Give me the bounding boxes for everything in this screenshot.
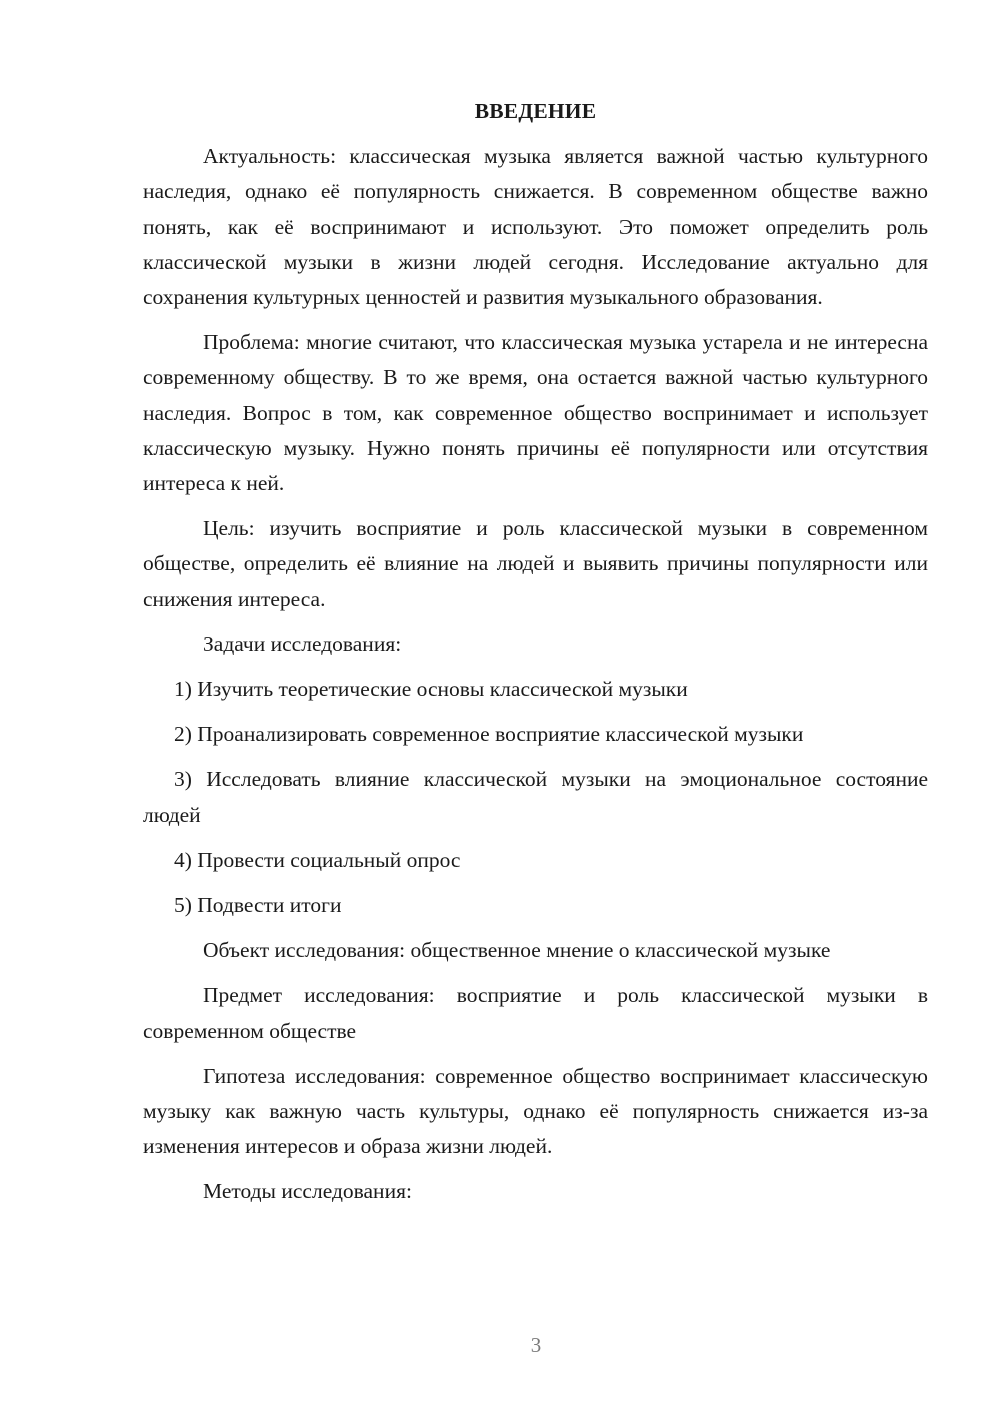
task-item-4: 4) Провести социальный опрос xyxy=(174,847,461,872)
relevance-paragraph: Актуальность: классическая музыка является важной частью культурного наследия, однако её популярность снижается. В современном обществе важно понять, как её воспринимают и используют. Это поможет определить роль классической музыки в жизни людей сегодня. Исследование актуально для сохранения культурных ценностей и развития музыкального образования. xyxy=(143,144,928,310)
hypothesis-paragraph: Гипотеза исследования: современное общество воспринимает классическую музыку как важную часть культуры, однако её популярность снижается из-за изменения интересов и образа жизни людей. xyxy=(143,1063,928,1159)
task-item-5: 5) Подвести итоги xyxy=(174,893,342,918)
goal-paragraph: Цель: изучить восприятие и роль классической музыки в современном обществе, определить её влияние на людей и выявить причины популярности или снижения интереса. xyxy=(143,516,928,611)
task-item-1: 1) Изучить теоретические основы классической музыки xyxy=(174,677,688,702)
document-heading: ВВЕДЕНИЕ xyxy=(474,99,597,123)
page-number: 3 xyxy=(530,1333,542,1357)
task-item-2: 2) Проанализировать современное восприятие классической музыки xyxy=(174,722,804,747)
subject-paragraph: Предмет исследования: восприятие и роль классической музыки в современном обществе xyxy=(143,983,928,1043)
object-line: Объект исследования: общественное мнение о классической музыке xyxy=(203,938,831,963)
tasks-list xyxy=(143,672,928,923)
problem-paragraph: Проблема: многие считают, что классическая музыка устарела и не интересна современному обществу. В то же время, она остается важной частью культурного наследия. Вопрос в том, как современное общество воспринимает и использует классическую музыку. Нужно понять причины её популярности или отсутствия интереса к ней. xyxy=(143,330,928,496)
tasks-label: Задачи исследования: xyxy=(203,631,402,656)
task-item-3: 3) Исследовать влияние классической музыки на эмоциональное состояние людей xyxy=(143,767,928,827)
document-page xyxy=(143,94,928,1220)
methods-label: Методы исследования: xyxy=(203,1179,412,1204)
